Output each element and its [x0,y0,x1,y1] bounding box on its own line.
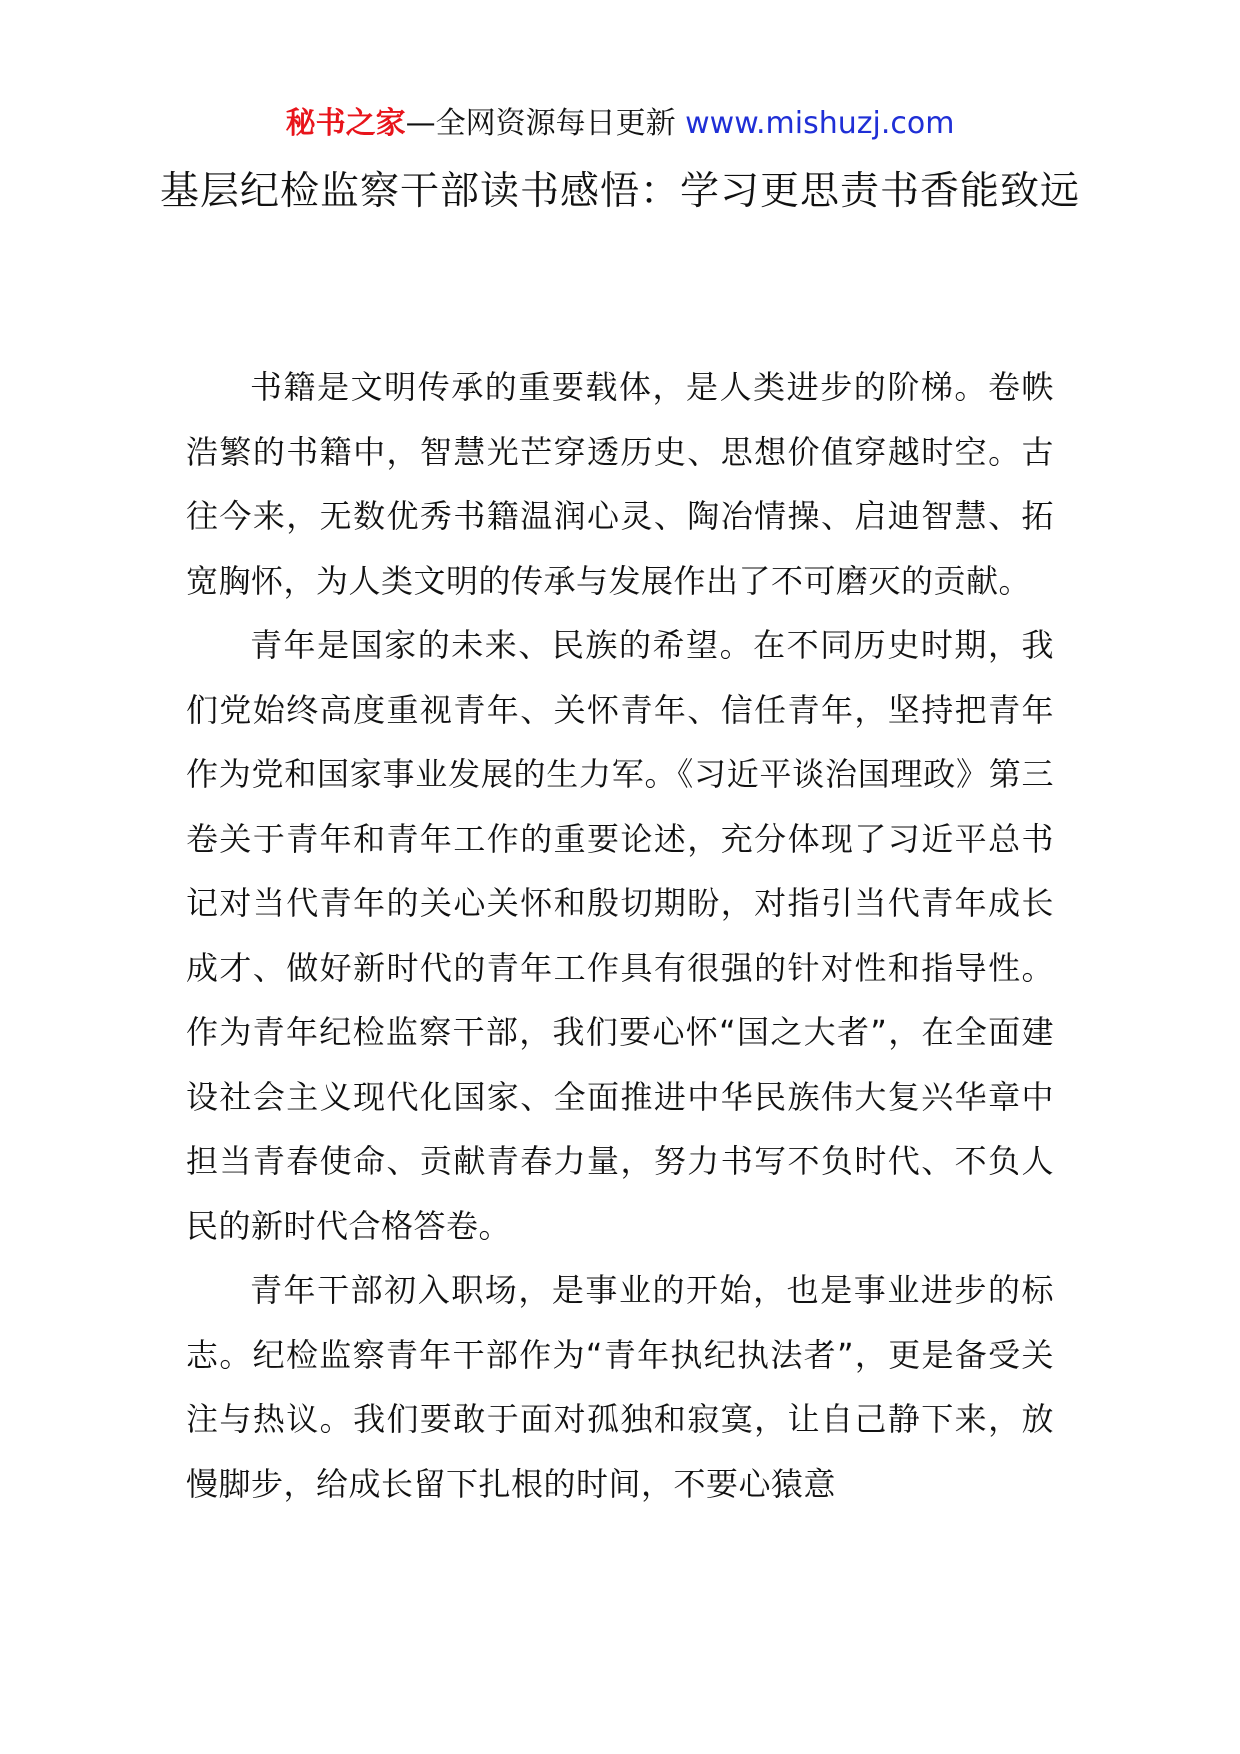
site-link[interactable]: www.mishuzj.com [685,106,955,141]
paragraph: 书籍是文明传承的重要载体，是人类进步的阶梯。卷帙浩繁的书籍中，智慧光芒穿透历史、思想价值穿越时空。古往今来，无数优秀书籍温润心灵、陶冶情操、启迪智慧、拓宽胸怀，为人类文明的传承与发展作出了不可磨灭的贡献。 [186,368,1054,600]
paragraph: 青年干部初入职场，是事业的开始，也是事业进步的标志。纪检监察青年干部作为“青年执纪执法者”，更是备受关注与热议。我们要敢于面对孤独和寂寞，让自己静下来，放慢脚步，给成长留下扎根的时间，不要心猿意 [186,1271,1054,1503]
brand-name: 秘书之家 [285,106,406,141]
document-title: 基层纪检监察干部读书感悟：学习更思责书香能致远 [160,169,1081,214]
page-header [0,100,1240,148]
document-body [186,355,1054,1516]
paragraph: 青年是国家的未来、民族的希望。在不同历史时期，我们党始终高度重视青年、关怀青年、信任青年，坚持把青年作为党和国家事业发展的生力军。《习近平谈治国理政》第三卷关于青年和青年工作的重要论述，充分体现了习近平总书记对当代青年的关心关怀和殷切期盼，对指引当代青年成长成才、做好新时代的青年工作具有很强的针对性和指导性。作为青年纪检监察干部，我们要心怀“国之大者”，在全面建设社会主义现代化国家、全面推进中华民族伟大复兴华章中担当青春使命、贡献青春力量，努力书写不负时代、不负人民的新时代合格答卷。 [186,626,1054,1245]
header-slogan: —全网资源每日更新 [405,106,676,141]
